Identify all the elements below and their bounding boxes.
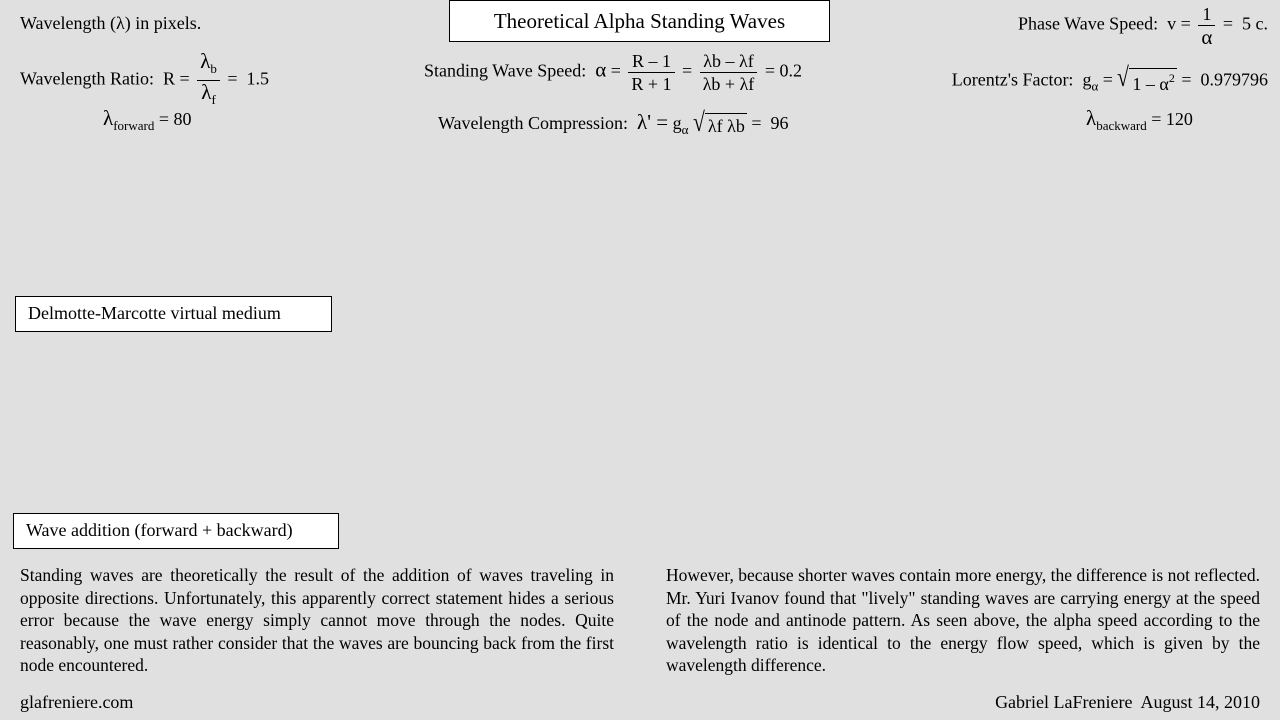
phase-speed-den: α [1201, 25, 1213, 49]
speed-fraction-lambda [700, 50, 758, 95]
wavelength-unit-label: Wavelength (λ) in pixels. [20, 13, 202, 33]
ratio-num-lambda: λ [200, 49, 211, 73]
lorentz-g: g [1082, 69, 1092, 90]
lambda-forward-symbol: λ [103, 106, 114, 130]
phase-speed-value: 5 c. [1242, 13, 1268, 34]
page-title: Theoretical Alpha Standing Waves [493, 9, 786, 33]
phase-wave-speed-formula: Phase Wave Speed: v = $\frac{1}{\alpha}$ = 5 c. [1017, 4, 1268, 49]
lorentz-g-sub: α [1091, 78, 1099, 94]
phase-speed-var: v [1167, 13, 1177, 34]
lambda-backward-symbol: λ [1086, 106, 1097, 130]
ratio-num-sub: b [210, 61, 217, 76]
medium-panel-label [15, 296, 332, 332]
compression-sqrt: √ λf λb [692, 106, 745, 137]
paragraph-left: Standing waves are theoretically the result of the addition of waves traveling in opposite directions. Unfortunately, this apparently correct statement hides a serious error because the wave energy simply cannot move through the nodes. Quite reasonably, one must rather consider that the waves are bouncing back from the first node encountered. [20, 565, 614, 676]
phase-speed-fraction [1198, 3, 1215, 48]
addition-panel-label [13, 513, 339, 549]
compression-root: λf λb [705, 113, 747, 137]
compression-lhs: λ' = [637, 110, 669, 134]
phase-speed-label: Phase Wave Speed: [1017, 13, 1159, 34]
lambda-forward-sub: forward [113, 118, 155, 133]
speed-fraction-r [628, 50, 674, 95]
ratio-label: Wavelength Ratio: [20, 68, 155, 89]
lorentz-sqrt: √ $1 - \alpha^2$ [1117, 62, 1175, 94]
speed-fraction-r-den: R + 1 [631, 74, 672, 94]
lambda-backward: $\lambda_{backward} = 120$ [1086, 106, 1193, 133]
alpha-symbol: α [595, 57, 607, 82]
phase-speed-num: 1 [1198, 3, 1215, 26]
standing-wave-speed-formula: Standing Wave Speed: α = $\frac{R - 1}{R + 1}$ = $\frac{\lambda b - \lambda f}{\lambda b + \lambda f}$ = 0.2 [424, 51, 802, 94]
lambda-forward: $\lambda_{forward} = 80$ [103, 106, 192, 133]
lorentz-value: 0.979796 [1200, 69, 1268, 90]
lorentz-root: 1 – α [1132, 74, 1169, 94]
lambda-backward-value: 120 [1165, 109, 1193, 129]
footer-website: glafreniere.com [20, 692, 134, 712]
ratio-value: 1.5 [246, 68, 270, 89]
speed-fraction-lambda-num: λb – λf [700, 50, 758, 73]
speed-fraction-lambda-den: λb + λf [702, 74, 755, 94]
compression-g-sub: α [681, 122, 689, 137]
compression-value: 96 [770, 113, 789, 133]
lorentz-factor-formula: Lorentz's Factor: $g_\alpha$ = √ $1 - \alpha^2 = 0.979796$ [951, 62, 1268, 94]
lorentz-root-exp: 2 [1168, 71, 1175, 85]
lambda-backward-sub: backward [1096, 118, 1147, 133]
speed-fraction-r-num: R – 1 [628, 50, 674, 73]
standing-speed-label: Standing Wave Speed: [424, 60, 587, 81]
lorentz-label: Lorentz's Factor: [951, 69, 1074, 90]
paragraph-right: However, because shorter waves contain more energy, the difference is not reflected. Mr. Yuri Ivanov found that "lively" standing waves are carrying energy at the speed of the node and antinode pattern. As seen above, the alpha speed according to the wavelength ratio is identical to the energy flow speed, which is given by the wavelength difference. [666, 565, 1260, 676]
ratio-fraction [197, 50, 220, 111]
ratio-den-sub: f [211, 92, 216, 107]
medium-panel-text: Delmotte-Marcotte virtual medium [28, 303, 281, 323]
ratio-var: R [163, 68, 176, 89]
wavelength-ratio-formula: Wavelength Ratio: R = $\frac{\lambda_b}{\lambda_f}$ = 1.5 [20, 50, 269, 111]
ratio-den-lambda: λ [201, 80, 212, 104]
wavelength-compression-formula: Wavelength Compression: $\lambda' = g_\alpha$ √ λf λb = 96 [438, 106, 789, 137]
addition-panel-text: Wave addition (forward + backward) [26, 520, 293, 540]
compression-g: g [672, 113, 682, 133]
footer-author-date: Gabriel LaFreniere August 14, 2010 [995, 692, 1260, 712]
title-box [449, 0, 830, 42]
lambda-forward-value: 80 [173, 109, 192, 129]
standing-speed-value: 0.2 [779, 60, 802, 81]
compression-label: Wavelength Compression: [438, 113, 629, 133]
